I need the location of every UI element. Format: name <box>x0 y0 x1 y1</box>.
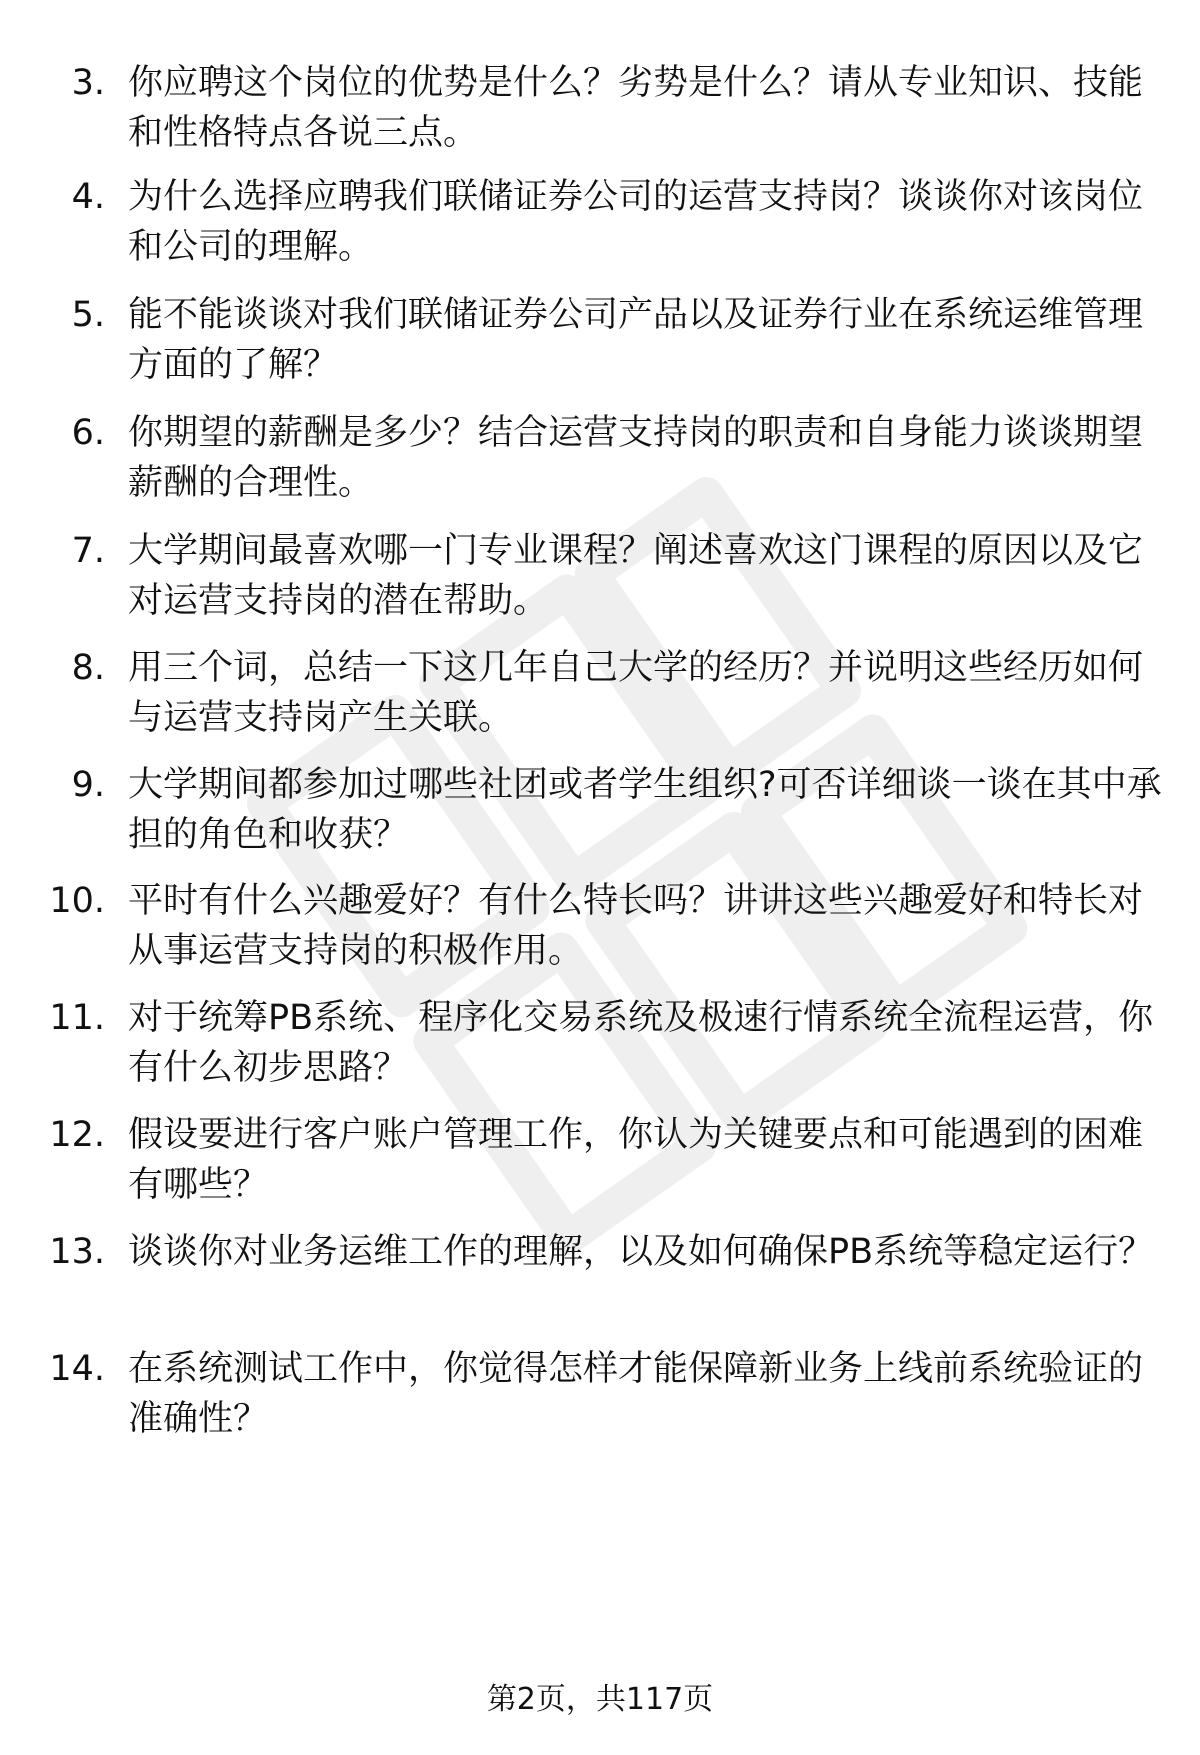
page-footer: 第2页，共117页 <box>486 1682 714 1717</box>
question-number: 10. <box>49 881 105 921</box>
question-text: 大学期间最喜欢哪一门专业课程？阐述喜欢这门课程的原因以及它对运营支持岗的潜在帮助。 <box>128 531 1144 621</box>
question-text: 谈谈你对业务运维工作的理解，以及如何确保PB系统等稳定运行？ <box>128 1232 1154 1272</box>
question-text: 平时有什么兴趣爱好？有什么特长吗？讲讲这些兴趣爱好和特长对从事运营支持岗的积极作用。 <box>128 881 1144 971</box>
question-text: 能不能谈谈对我们联储证券公司产品以及证券行业在系统运维管理方面的了解？ <box>128 295 1144 385</box>
question-number: 8. <box>71 648 105 688</box>
question-text: 大学期间都参加过哪些社团或者学生组织?可否详细谈一谈在其中承担的角色和收获？ <box>128 765 1162 855</box>
question-number: 14. <box>49 1349 105 1389</box>
question-number: 6. <box>71 413 105 453</box>
question-text: 为什么选择应聘我们联储证券公司的运营支持岗？谈谈你对该岗位和公司的理解。 <box>128 177 1144 267</box>
question-number: 5. <box>71 295 105 335</box>
question-text: 用三个词，总结一下这几年自己大学的经历？并说明这些经历如何与运营支持岗产生关联。 <box>128 648 1144 738</box>
question-number: 4. <box>71 177 105 217</box>
question-number: 13. <box>49 1232 105 1272</box>
question-text: 对于统筹PB系统、程序化交易系统及极速行情系统全流程运营，你有什么初步思路？ <box>128 998 1154 1088</box>
question-number: 12. <box>49 1115 105 1155</box>
question-text: 你应聘这个岗位的优势是什么？劣势是什么？请从专业知识、技能和性格特点各说三点。 <box>128 63 1144 153</box>
question-number: 3. <box>71 63 105 103</box>
question-text: 在系统测试工作中，你觉得怎样才能保障新业务上线前系统验证的准确性？ <box>128 1349 1144 1439</box>
question-number: 9. <box>71 765 105 805</box>
question-text: 假设要进行客户账户管理工作，你认为关键要点和可能遇到的困难有哪些？ <box>128 1115 1144 1205</box>
question-number: 7. <box>71 531 105 571</box>
question-number: 11. <box>49 998 105 1038</box>
question-text: 你期望的薪酬是多少？结合运营支持岗的职责和自身能力谈谈期望薪酬的合理性。 <box>128 413 1144 503</box>
